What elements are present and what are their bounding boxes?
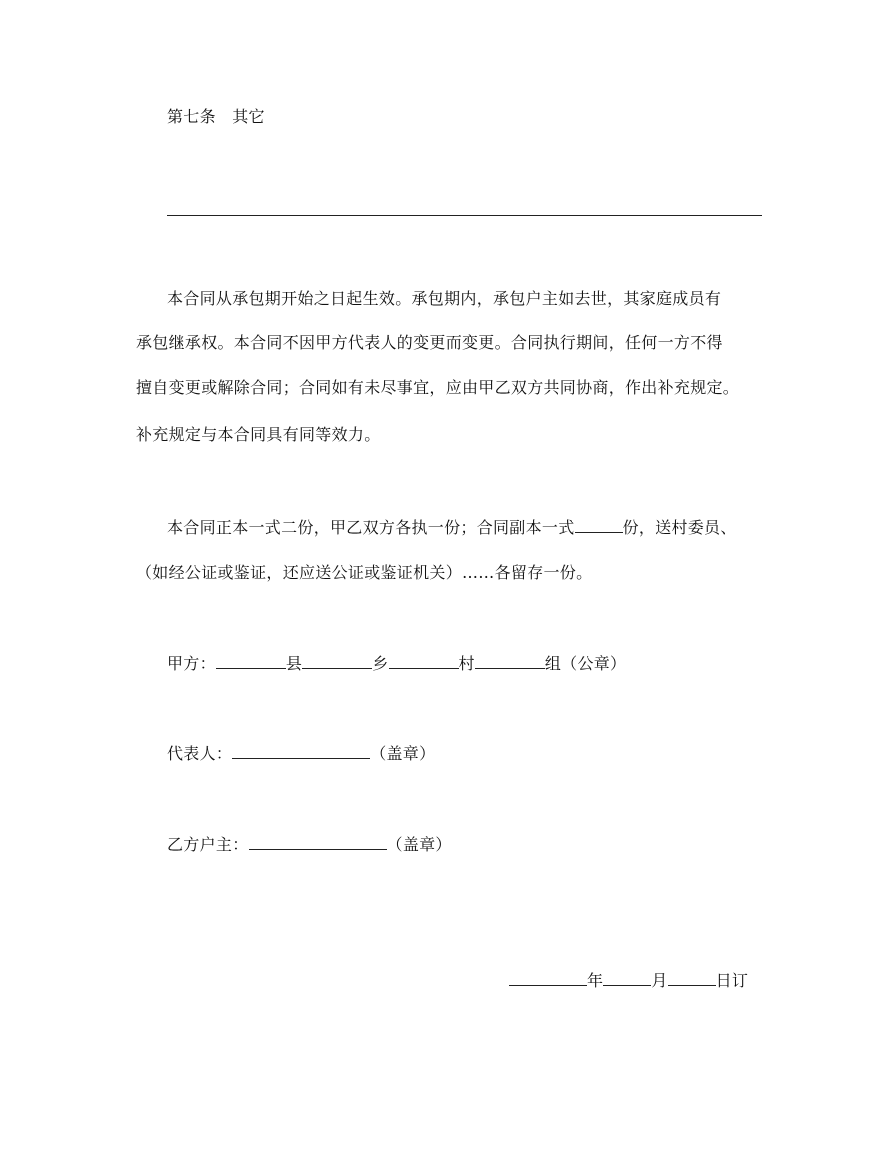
representative-seal: （盖章）	[370, 744, 436, 763]
copies-count-blank[interactable]	[575, 518, 623, 533]
party-b-blank[interactable]	[249, 835, 387, 850]
party-b-seal: （盖章）	[386, 835, 452, 854]
copies-text-tail: 份，送村委员、	[622, 518, 737, 537]
group-blank[interactable]	[475, 654, 545, 669]
day-blank[interactable]	[668, 971, 716, 986]
copies-line	[167, 518, 737, 538]
paragraph-line: 擅自变更或解除合同；合同如有未尽事宜，应由甲乙双方共同协商，作出补充规定。	[136, 378, 740, 397]
month-blank[interactable]	[603, 971, 651, 986]
county-label: 县	[285, 654, 303, 673]
horizontal-rule	[167, 215, 762, 216]
copies-text: 本合同正本一式二份，甲乙双方各执一份；合同副本一式	[167, 518, 575, 537]
party-b-label: 乙方户主：	[167, 835, 249, 854]
party-a-line	[167, 654, 626, 674]
paragraph-line: 补充规定与本合同具有同等效力。	[136, 425, 381, 444]
representative-line	[167, 744, 435, 764]
representative-blank[interactable]	[232, 744, 370, 759]
copies-line-2: （如经公证或鉴证，还应送公证或鉴证机关）……各留存一份。	[136, 563, 593, 582]
party-a-label: 甲方：	[167, 654, 216, 673]
paragraph-line: 承包继承权。本合同不因甲方代表人的变更而变更。合同执行期间，任何一方不得	[136, 333, 723, 352]
county-blank[interactable]	[216, 654, 286, 669]
representative-label: 代表人：	[167, 744, 233, 763]
township-label: 乡	[372, 654, 389, 673]
month-label: 月	[651, 971, 668, 990]
township-blank[interactable]	[302, 654, 372, 669]
day-label: 日订	[715, 971, 749, 990]
section-heading: 第七条 其它	[167, 107, 265, 126]
date-line	[509, 971, 748, 991]
village-label: 村	[458, 654, 475, 673]
party-b-line	[167, 835, 452, 855]
village-blank[interactable]	[389, 654, 459, 669]
group-label: 组（公章）	[544, 654, 627, 673]
paragraph-line: 本合同从承包期开始之日起生效。承包期内，承包户主如去世，其家庭成员有	[167, 289, 722, 308]
year-label: 年	[587, 971, 604, 990]
year-blank[interactable]	[509, 971, 587, 986]
